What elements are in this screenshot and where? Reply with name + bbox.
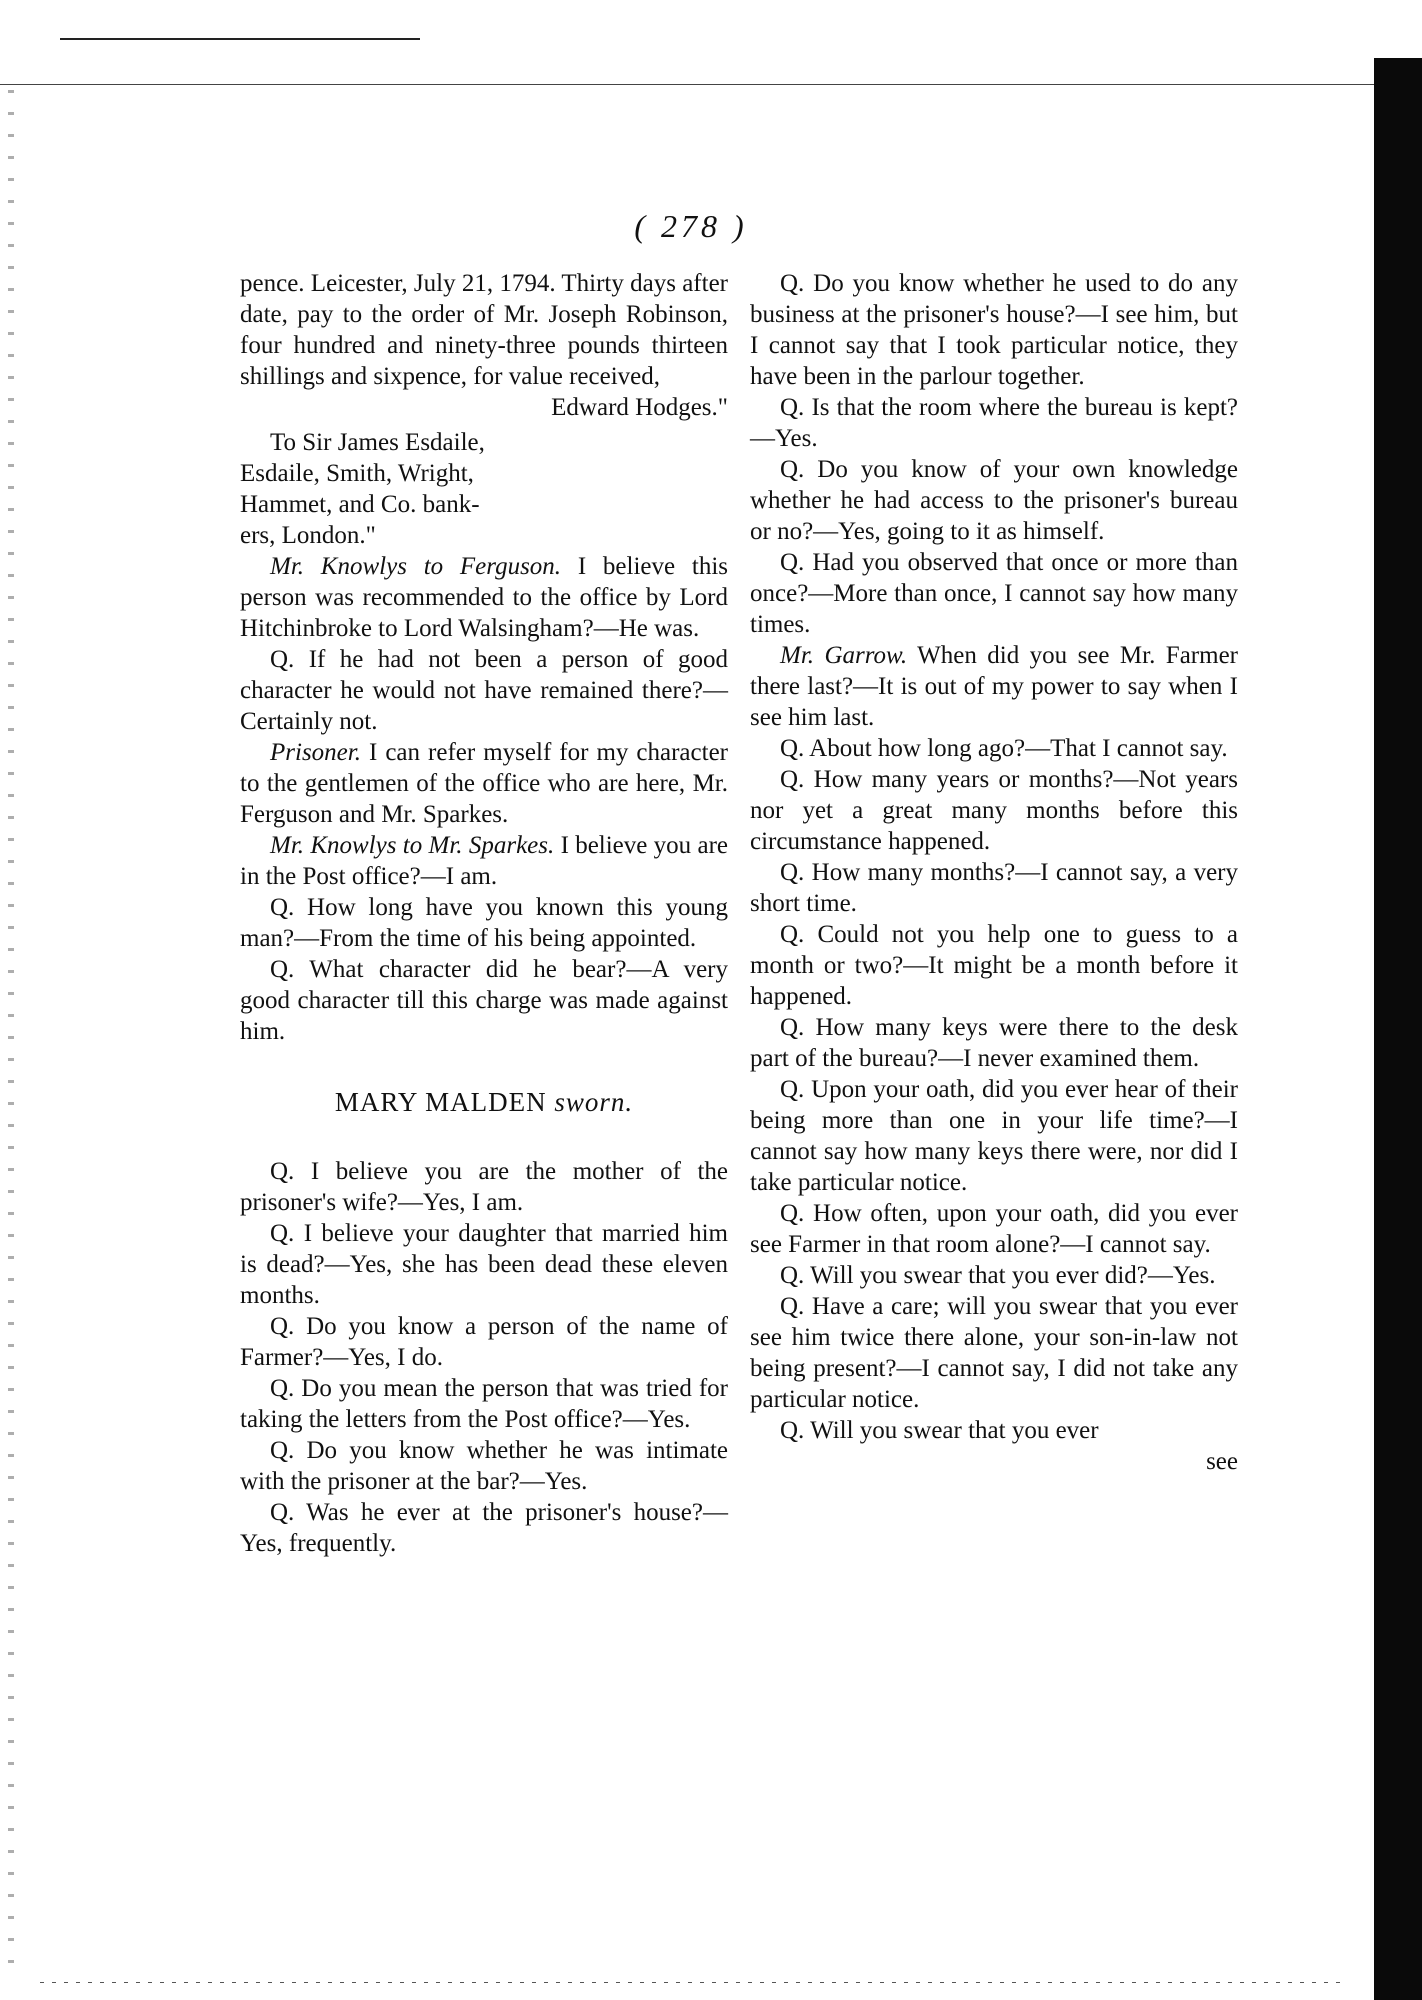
speaker: Mr. Knowlys to Mr. Sparkes. <box>270 832 555 859</box>
testimony-paragraph: Q. Is that the room where the bureau is kept?—Yes. <box>750 394 1238 452</box>
address-line: ers, London." <box>240 522 376 549</box>
testimony-paragraph: Q. How long have you known this young man?—From the time of his being appointed. <box>240 894 728 952</box>
testimony-paragraph: Q. Could not you help one to guess to a month or two?—It might be a month before it happened. <box>750 921 1238 1010</box>
scan-artifact-left-edge <box>8 90 14 1970</box>
testimony-paragraph: Q. How many months?—I cannot say, a very short time. <box>750 859 1238 917</box>
witness-heading: MARY MALDEN sworn. <box>334 1087 634 1117</box>
testimony-paragraph: Q. Will you swear that you ever did?—Yes. <box>780 1262 1216 1289</box>
testimony-paragraph: Q. I believe your daughter that married him is dead?—Yes, she has been dead these eleven months. <box>240 1220 728 1309</box>
testimony-paragraph: Q. Do you know whether he was intimate with the prisoner at the bar?—Yes. <box>240 1437 728 1495</box>
testimony-paragraph: Q. How many years or months?—Not years nor yet a great many months before this circumstance happened. <box>750 766 1238 855</box>
scan-artifact-bottom <box>40 1982 1340 1983</box>
right-column <box>750 268 1238 1477</box>
testimony-paragraph: Q. I believe you are the mother of the prisoner's wife?—Yes, I am. <box>240 1158 728 1216</box>
testimony-paragraph: Q. Do you mean the person that was tried for taking the letters from the Post office?—Yes. <box>240 1375 728 1433</box>
testimony-paragraph: Q. Do you know of your own knowledge whether he had access to the prisoner's bureau or no?—Yes, going to it as himself. <box>750 456 1238 545</box>
address-line: To Sir James Esdaile, <box>270 429 485 456</box>
testimony-paragraph: Q. Do you know whether he used to do any business at the prisoner's house?—I see him, but I cannot say that I took particular notice, they have been in the parlour together. <box>750 270 1238 390</box>
speaker: Mr. Knowlys to Ferguson. <box>270 553 562 580</box>
testimony-paragraph: Mr. Knowlys to Mr. Sparkes. I believe you are in the Post office?—I am. <box>240 832 728 890</box>
testimony-paragraph: Q. How many keys were there to the desk part of the bureau?—I never examined them. <box>750 1014 1238 1072</box>
scan-artifact-rule <box>0 84 1422 85</box>
testimony-paragraph: Prisoner. I can refer myself for my character to the gentlemen of the office who are here, Mr. Ferguson and Mr. Sparkes. <box>240 739 728 828</box>
speaker: Mr. Garrow. <box>780 642 908 669</box>
left-column <box>240 268 728 1559</box>
scan-artifact-top <box>60 38 420 40</box>
testimony-paragraph: Q. What character did he bear?—A very good character till this charge was made against him. <box>240 956 728 1045</box>
address-line: Esdaile, Smith, Wright, <box>240 460 474 487</box>
testimony-paragraph: Mr. Knowlys to Ferguson. I believe this person was recommended to the office by Lord Hitchinbroke to Lord Walsingham?—He was. <box>240 553 729 642</box>
testimony-paragraph: Q. Have a care; will you swear that you ever see him twice there alone, your son-in-law not being present?—I cannot say, I did not take any particular notice. <box>750 1293 1238 1413</box>
address-line: Hammet, and Co. bank- <box>240 491 480 518</box>
catchword: see <box>1206 1448 1238 1475</box>
testimony-paragraph: Q. Upon your oath, did you ever hear of their being more than one in your life time?—I cannot say how many keys there were, nor did I take particular notice. <box>750 1076 1238 1196</box>
testimony-paragraph: Q. Was he ever at the prisoner's house?—Yes, frequently. <box>240 1499 728 1557</box>
testimony-paragraph: Q. If he had not been a person of good character he would not have remained there?—Certainly not. <box>240 646 728 735</box>
testimony-paragraph: Q. Had you observed that once or more than once?—More than once, I cannot say how many times. <box>750 549 1238 638</box>
scan-artifact-right-edge <box>1374 58 1422 2000</box>
testimony-paragraph: Mr. Garrow. When did you see Mr. Farmer there last?—It is out of my power to say when I see him last. <box>750 642 1238 731</box>
bill-signature: Edward Hodges." <box>551 394 728 421</box>
speaker: Prisoner. <box>270 739 361 766</box>
bill-text: pence. Leicester, July 21, 1794. Thirty days after date, pay to the order of Mr. Joseph Robinson, four hundred and ninety-three pounds thirteen shillings and sixpence, for value received, <box>240 270 728 390</box>
testimony-paragraph: Q. How often, upon your oath, did you ever see Farmer in that room alone?—I cannot say. <box>750 1200 1238 1258</box>
testimony-paragraph: Q. Do you know a person of the name of Farmer?—Yes, I do. <box>240 1313 728 1371</box>
testimony-paragraph: Q. Will you swear that you ever <box>780 1417 1099 1444</box>
page-number: ( 278 ) <box>634 208 748 244</box>
testimony-paragraph: Q. About how long ago?—That I cannot say. <box>780 735 1228 762</box>
